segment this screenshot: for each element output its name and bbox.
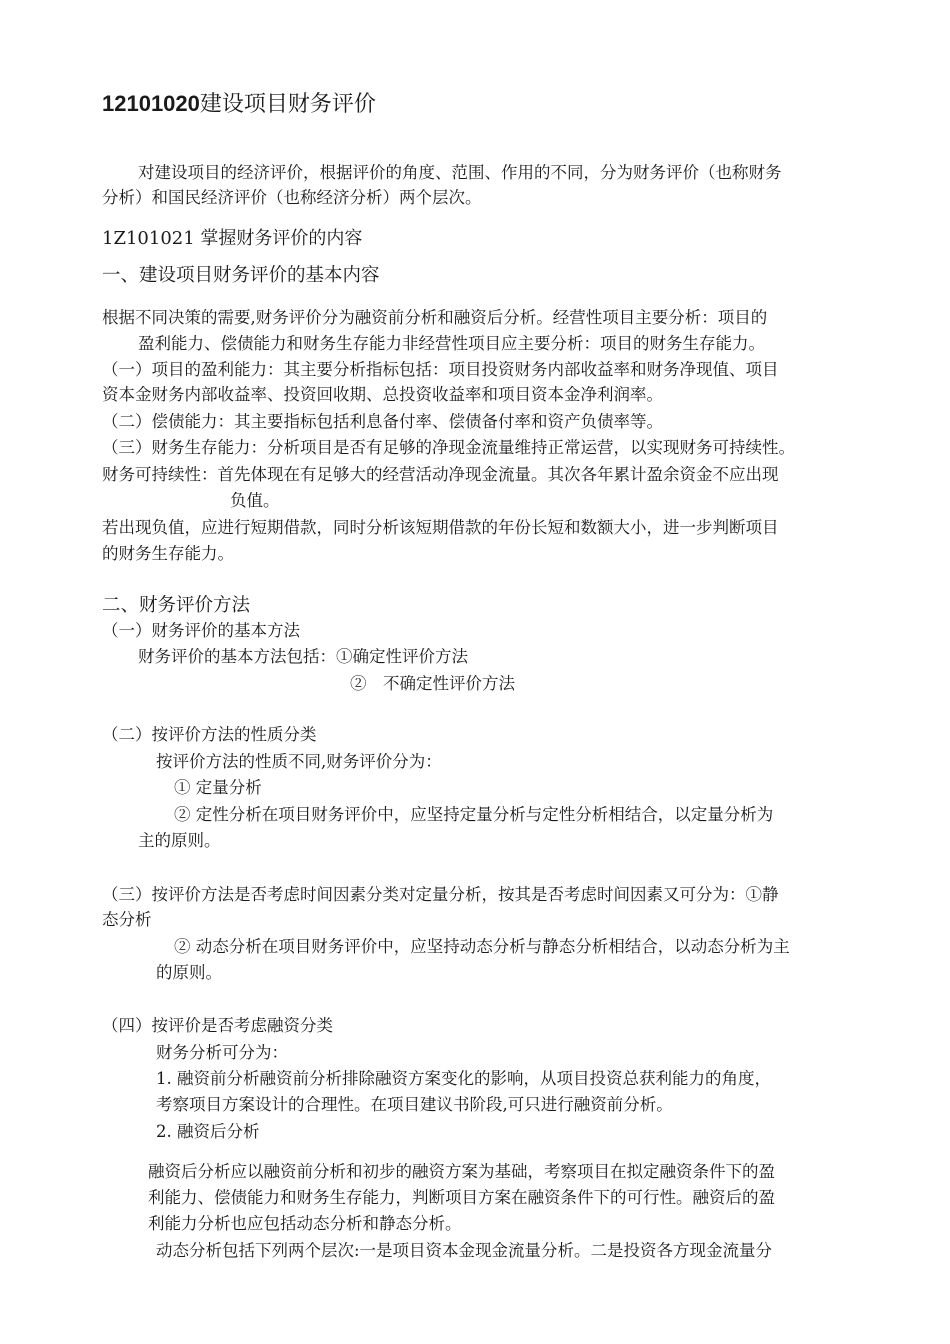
section-heading: 二、财务评价方法: [102, 595, 251, 616]
title-code: 12101020: [102, 91, 200, 116]
paragraph-line: 财务分析可分为：: [156, 1043, 288, 1062]
paragraph-line: 考察项目方案设计的合理性。在项目建议书阶段,可只进行融资前分析。: [156, 1095, 673, 1114]
paragraph-line: 对建设项目的经济评价，根据评价的角度、范围、作用的不同，分为财务评价（也称财务: [138, 163, 782, 182]
paragraph-line: （二）偿债能力：其主要指标包括利息备付率、偿债备付率和资产负债率等。: [102, 412, 663, 431]
paragraph-line: 的财务生存能力。: [102, 544, 234, 563]
paragraph-line: 融资后分析应以融资前分析和初步的融资方案为基础，考察项目在拟定融资条件下的盈: [148, 1162, 775, 1181]
paragraph-line: 利能力分析也应包括动态分析和静态分析。: [148, 1214, 462, 1233]
list-item: 2. 融资后分析: [156, 1122, 260, 1141]
list-item: 1. 融资前分析融资前分析排除融资方案变化的影响，从项目投资总获利能力的角度，: [156, 1069, 771, 1088]
paragraph-line: 若出现负值，应进行短期借款，同时分析该短期借款的年份长短和数额大小，进一步判断项目: [102, 518, 779, 537]
list-item: ② 定性分析在项目财务评价中，应坚持定量分析与定性分析相结合，以定量分析为: [174, 805, 774, 824]
page-title: [102, 90, 376, 119]
paragraph-line: 负值。: [230, 491, 280, 510]
paragraph-line: 主的原则。: [138, 831, 221, 850]
section-heading: 一、建设项目财务评价的基本内容: [102, 265, 380, 286]
paragraph-line: 态分析: [102, 910, 152, 929]
section-heading: 1Z101021 掌握财务评价的内容: [102, 228, 363, 249]
paragraph-line: 分析）和国民经济评价（也称经济分析）两个层次。: [102, 188, 482, 207]
paragraph-line: 的原则。: [156, 963, 222, 982]
paragraph-line: 动态分析包括下列两个层次:一是项目资本金现金流量分析。二是投资各方现金流量分: [156, 1241, 773, 1260]
paragraph-line: 按评价方法的性质不同,财务评价分为：: [156, 752, 442, 771]
paragraph-line: 资本金财务内部收益率、投资回收期、总投资收益率和项目资本金净利润率。: [102, 385, 663, 404]
paragraph-line: ② 不确定性评价方法: [350, 674, 515, 693]
title-text: 建设项目财务评价: [199, 92, 376, 117]
subsection-heading: （四）按评价是否考虑融资分类: [102, 1016, 333, 1035]
list-item: ① 定量分析: [174, 778, 262, 797]
paragraph-line: 财务可持续性：首先体现在有足够大的经营活动净现金流量。其次各年累计盈余资金不应出现: [102, 465, 779, 484]
paragraph-line: 财务评价的基本方法包括：①确定性评价方法: [138, 647, 468, 666]
paragraph-line: （三）财务生存能力：分析项目是否有足够的净现金流量维持正常运营，以实现财务可持续性。: [102, 438, 795, 457]
paragraph-line: 根据不同决策的需要,财务评价分为融资前分析和融资后分析。经营性项目主要分析：项目的: [102, 308, 768, 327]
paragraph-line: 盈利能力、偿债能力和财务生存能力非经营性项目应主要分析：项目的财务生存能力。: [138, 334, 765, 353]
list-item: ② 动态分析在项目财务评价中，应坚持动态分析与静态分析相结合，以动态分析为主: [174, 937, 790, 956]
subsection-heading: （二）按评价方法的性质分类: [102, 725, 317, 744]
paragraph-line: 利能力、偿债能力和财务生存能力，判断项目方案在融资条件下的可行性。融资后的盈: [148, 1188, 775, 1207]
subsection-heading: （三）按评价方法是否考虑时间因素分类对定量分析，按其是否考虑时间因素又可分为：①静: [102, 885, 779, 904]
paragraph-line: （一）项目的盈利能力：其主要分析指标包括：项目投资财务内部收益率和财务净现值、项目: [102, 360, 779, 379]
subsection-heading: （一）财务评价的基本方法: [102, 621, 300, 640]
